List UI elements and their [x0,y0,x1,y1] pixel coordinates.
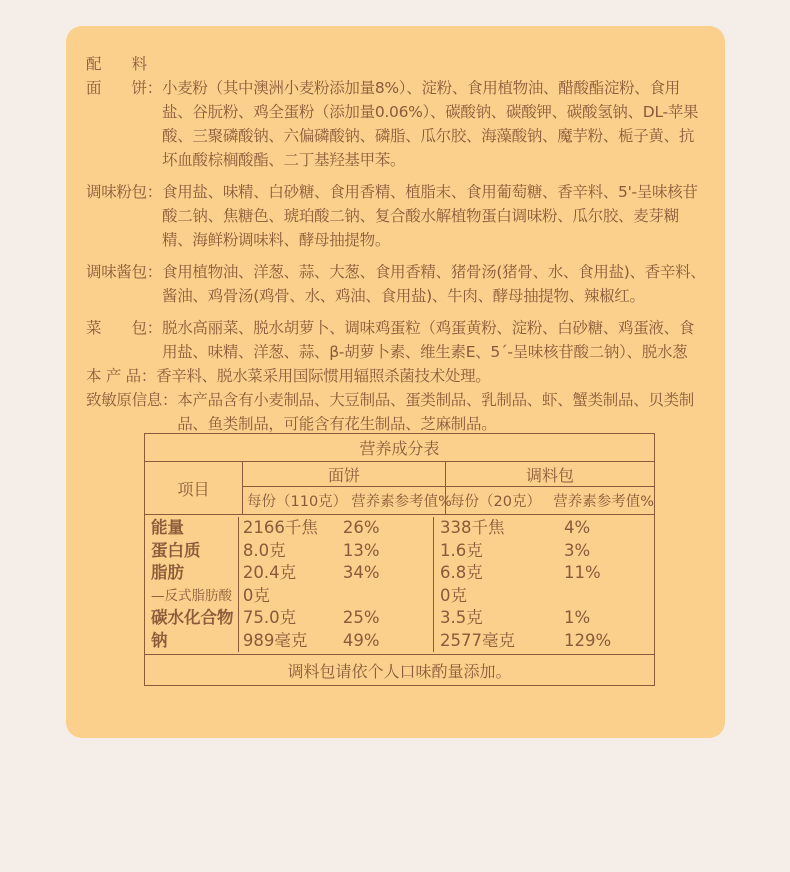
nutrition-footer: 调料包请依个人口味酌量添加。 [145,654,654,685]
nutrition-header [145,461,654,514]
ingredient-row-product [86,364,706,388]
nrv-cell: 4% [564,518,591,537]
nrv-cell [343,585,433,608]
ingredient-text: 小麦粉（其中澳洲小麦粉添加量8%）、淀粉、食用植物油、醋酸酯淀粉、食用盐、谷朊粉、鸡全蛋粉（添加量0.06%）、碳酸钠、碳酸钾、碳酸氢钠、DL-苹果酸、三聚磷酸钠、六偏磷酸钠、磷脂、瓜尔胶、海藻酸钠、魔芋粉、栀子黄、抗坏血酸棕榈酸酯、二丁基羟基甲苯。 [162,79,699,169]
value-cell: 0克 [242,585,270,605]
value-cell: 8.0克 [242,540,286,560]
ingredient-text: 食用植物油、洋葱、蒜、大葱、食用香精、猪骨汤(猪骨、水、食用盐)、香辛料、酱油、鸡骨汤(鸡骨、水、鸡油、食用盐)、牛肉、酵母抽提物、辣椒红。 [162,263,706,305]
nrv-cell: 49% [342,630,380,650]
per-serving-header: 每份（110克） [247,494,348,510]
nrv-cell [564,585,654,608]
table-row [440,517,654,540]
nutrition-body [145,514,654,654]
nrv-cell: 13% [342,540,380,560]
nutrient-name: 钠 [151,630,168,650]
ingredients-title: 配 料 [86,55,147,73]
nutrient-name: 脂肪 [151,563,184,582]
ingredients-section [86,52,706,436]
ingredient-text: 食用盐、味精、白砂糖、食用香精、植脂末、食用葡萄糖、香辛料、5'-呈味核苷酸二钠、焦糖色、琥珀酸二钠、复合酸水解植物蛋白调味粉、瓜尔胶、麦芽糊精、海鲜粉调味料、酵母抽提物。 [162,183,698,249]
nrv-cell: 26% [342,518,380,537]
nrv-cell: 129% [564,630,612,650]
nutrient-name: 能量 [151,518,184,537]
table-row [243,630,433,653]
table-row [243,607,433,630]
ingredient-label: 致敏原信息： [86,391,178,409]
ingredient-row-sauce [86,260,706,308]
nutrient-name: 蛋白质 [151,540,201,560]
nutrition-table [144,433,655,686]
table-row [243,562,433,585]
per-serving-header: 每份（20克） [450,494,541,510]
nrv-header: 营养素参考值% [351,494,452,510]
nutrient-name: —反式脂肪酸 [151,587,232,604]
ingredient-label: 面 饼： [86,79,163,97]
table-row [243,540,433,563]
group-name: 调料包 [446,462,654,487]
value-cell: 2577毫克 [440,630,515,650]
value-cell: 0克 [440,585,467,605]
table-row [243,517,433,540]
ingredient-label: 调味粉包： [86,183,163,201]
table-row [440,540,654,563]
ingredient-label: 调味酱包： [86,263,163,281]
ingredient-text: 香辛料、脱水菜采用国际惯用辐照杀菌技术处理。 [156,367,491,385]
item-header: 项目 [145,462,243,514]
nrv-cell: 3% [564,540,591,560]
value-cell: 338千焦 [440,518,505,537]
nrv-cell: 1% [564,608,591,627]
table-row [440,607,654,630]
nutrition-title: 营养成分表 [359,439,440,458]
value-cell: 2166千焦 [242,518,318,537]
ingredient-row-noodle [86,76,706,172]
nrv-cell: 34% [342,563,380,582]
group-noodle-header [243,462,452,514]
ingredient-label: 本 产 品： [86,367,157,385]
value-cell: 6.8克 [440,563,483,582]
table-row [440,562,654,585]
ingredient-row-powder [86,180,706,252]
value-cell: 1.6克 [440,540,483,560]
ingredient-row-vegetable [86,316,706,364]
table-row [440,585,654,608]
ingredients-heading [86,52,706,76]
ingredient-text: 本产品含有小麦制品、大豆制品、蛋类制品、乳制品、虾、蟹类制品、贝类制品、鱼类制品，可能含有花生制品、芝麻制品。 [177,391,695,433]
nrv-header: 营养素参考值% [553,494,654,510]
value-cell: 75.0克 [242,608,297,627]
value-cell: 20.4克 [242,563,297,582]
ingredient-label: 菜 包： [86,319,163,337]
group-seasoning-header [446,462,654,514]
table-row [440,630,654,653]
nrv-cell: 25% [342,608,380,627]
value-cell: 3.5克 [440,608,483,627]
group-name: 面饼 [243,462,445,487]
value-cell: 989毫克 [242,630,308,650]
ingredient-text: 脱水高丽菜、脱水胡萝卜、调味鸡蛋粒（鸡蛋黄粉、淀粉、白砂糖、鸡蛋液、食用盐、味精、洋葱、蒜、β-胡萝卜素、维生素E、5´-呈味核苷酸二钠）、脱水葱 [162,319,695,361]
table-row [243,585,433,608]
ingredient-row-allergen [86,388,706,436]
nutrient-name: 碳水化合物 [151,608,234,627]
nrv-cell: 11% [564,563,601,582]
